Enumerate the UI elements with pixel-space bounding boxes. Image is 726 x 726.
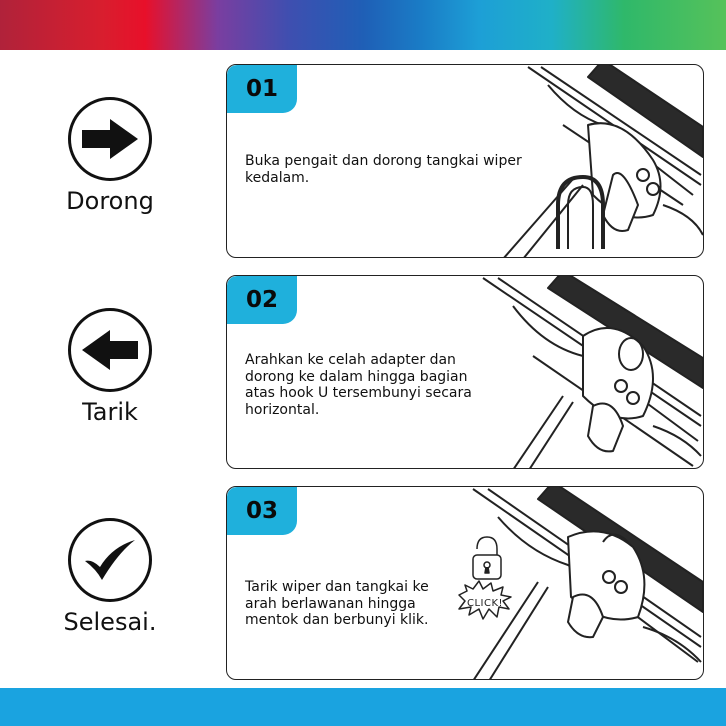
side-label: Selesai. [63,608,157,636]
bottom-color-bar [0,688,726,726]
step-number-badge: 01 [227,65,297,113]
step-instruction: Buka pengait dan dorong tangkai wiper kedalam. [245,153,522,186]
click-label: CLICK! [466,598,504,609]
checkmark-icon [68,518,152,602]
wiper-pull-illustration [453,276,703,469]
arrow-right-icon [68,97,152,181]
side-step-dorong [40,97,180,215]
side-label: Dorong [66,187,154,215]
top-color-stripe [0,0,726,50]
step-card-03 [226,486,704,680]
side-label: Tarik [82,398,138,426]
step-number-badge: 02 [227,276,297,324]
step-card-01 [226,64,704,258]
arrow-left-icon [68,308,152,392]
side-step-selesai [40,518,180,636]
step-number-badge: 03 [227,487,297,535]
step-instruction: Arahkan ke celah adapter dan dorong ke dalam hingga bagian atas hook U tersembunyi secara horizontal. [245,352,472,418]
step-card-02 [226,275,704,469]
side-step-tarik [40,308,180,426]
step-instruction: Tarik wiper dan tangkai ke arah berlawanan hingga mentok dan berbunyi klik. [245,579,429,628]
